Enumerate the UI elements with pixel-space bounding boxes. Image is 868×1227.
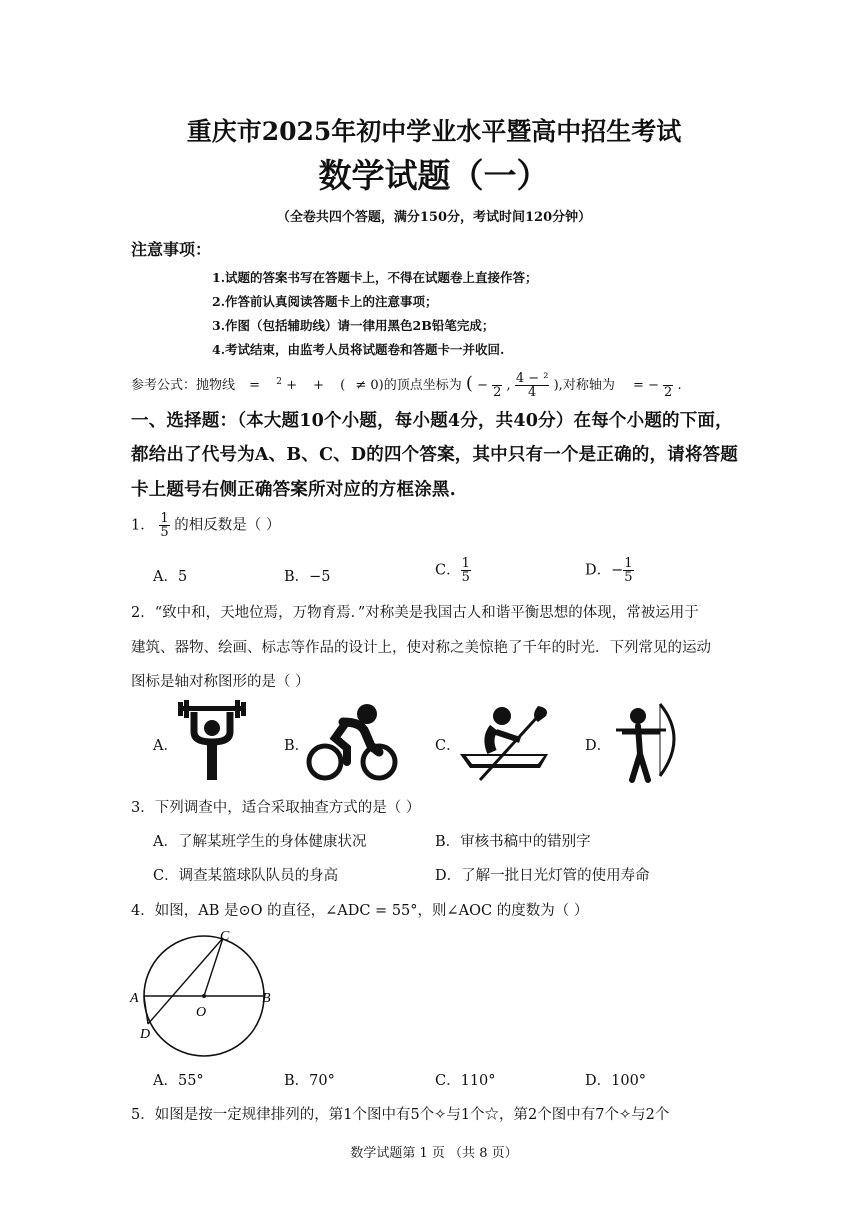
exam-title: 重庆市2025年初中学业水平暨高中招生考试 <box>186 117 682 146</box>
question-1: 1． $\frac{1}{5}$ 的相反数是（ ） <box>131 511 281 540</box>
q1-option-b: B．−5 <box>284 569 331 585</box>
q4-option-d: D．100° <box>585 1073 647 1089</box>
q2-label-d: D． <box>585 738 612 754</box>
point-label-o: O <box>196 1005 207 1020</box>
q3-option-d: D．了解一批日光灯管的使用寿命 <box>435 868 650 884</box>
notice-item: 3.作图（包括辅助线）请一律用黑色2B铅笔完成； <box>212 318 495 333</box>
reference-formula: 参考公式：抛物线 = $^2$ + + ( ≠ 0)的顶点坐标为 ( − 2 , $\frac{\text{4 − ²}}{4}$ ),对称轴为 = − 2 . <box>131 371 682 400</box>
notice-item: 2.作答前认真阅读答题卡上的注意事项； <box>212 294 438 309</box>
section-heading: 卡上题号右侧正确答案所对应的方框涂黑. <box>131 480 456 500</box>
q4-option-a: A．55° <box>153 1073 204 1089</box>
point-label-a: A <box>130 991 139 1006</box>
q3-option-b: B．审核书稿中的错别字 <box>435 834 591 850</box>
formula-lead: 参考公式：抛物线 <box>131 378 236 393</box>
cycling-icon <box>305 702 401 782</box>
q3-option-c: C．调查某篮球队队员的身高 <box>153 868 339 884</box>
q2-label-c: C． <box>435 738 461 754</box>
q4-option-c: C．110° <box>435 1073 496 1089</box>
point-label-b: B <box>262 991 271 1006</box>
notice-item: 4.考试结束，由监考人员将试题卷和答题卡一并收回. <box>212 342 505 357</box>
question-2-line: 2．“致中和，天地位焉，万物育焉．”对称美是我国古人和谐平衡思想的体现，常被运用于 <box>131 605 699 621</box>
point-label-d: D <box>140 1027 151 1042</box>
q4-option-b: B．70° <box>284 1073 335 1089</box>
archery-icon <box>608 702 684 784</box>
question-4: 4．如图，AB 是⊙O 的直径，∠ADC = 55°，则∠AOC 的度数为（ ） <box>131 903 589 919</box>
question-2-line: 图标是轴对称图形的是（ ） <box>131 674 310 690</box>
circle-diagram <box>130 928 280 1060</box>
section-heading: 都给出了代号为A、B、C、D的四个答案，其中只有一个是正确的，请将答题 <box>131 445 738 465</box>
q1-option-a: A．5 <box>153 569 188 585</box>
q1-option-d: D．− $\frac{1}{5}$ <box>585 556 633 585</box>
formula-fraction: 2 <box>492 372 502 399</box>
q1-fraction: $\frac{1}{5}$ <box>160 511 169 540</box>
q2-label-b: B． <box>284 738 310 754</box>
formula-fraction: $\frac{\text{4 − ²}}{4}$ <box>515 371 549 400</box>
q3-option-a: A．了解某班学生的身体健康状况 <box>153 834 367 850</box>
q1-option-c: C． $\frac{1}{5}$ <box>435 556 470 585</box>
formula-fraction: 2 <box>663 372 673 399</box>
point-label-c: C <box>220 929 230 944</box>
notice-heading: 注意事项： <box>131 240 212 259</box>
q2-label-a: A． <box>153 738 178 754</box>
exam-scope-note: （全卷共四个答题，满分150分，考试时间120分钟） <box>276 210 592 225</box>
page-footer: 数学试题第 1 页 （共 8 页） <box>350 1146 518 1161</box>
exam-subtitle: 数学试题（一） <box>318 156 550 195</box>
rowing-icon <box>458 702 554 784</box>
notice-item: 1.试题的答案书写在答题卡上，不得在试题卷上直接作答； <box>212 270 538 285</box>
question-2-line: 建筑、器物、绘画、标志等作品的设计上，使对称之美惊艳了千年的时光．下列常见的运动 <box>131 640 711 656</box>
section-heading: 一、选择题：（本大题10个小题，每小题4分，共40分）在每个小题的下面， <box>131 411 733 431</box>
weightlifting-icon <box>176 702 248 782</box>
question-3: 3．下列调查中，适合采取抽查方式的是（ ） <box>131 800 421 816</box>
question-5: 5．如图是按一定规律排列的，第1个图中有5个✧与1个☆，第2个图中有7个✧与2个 <box>131 1107 670 1123</box>
